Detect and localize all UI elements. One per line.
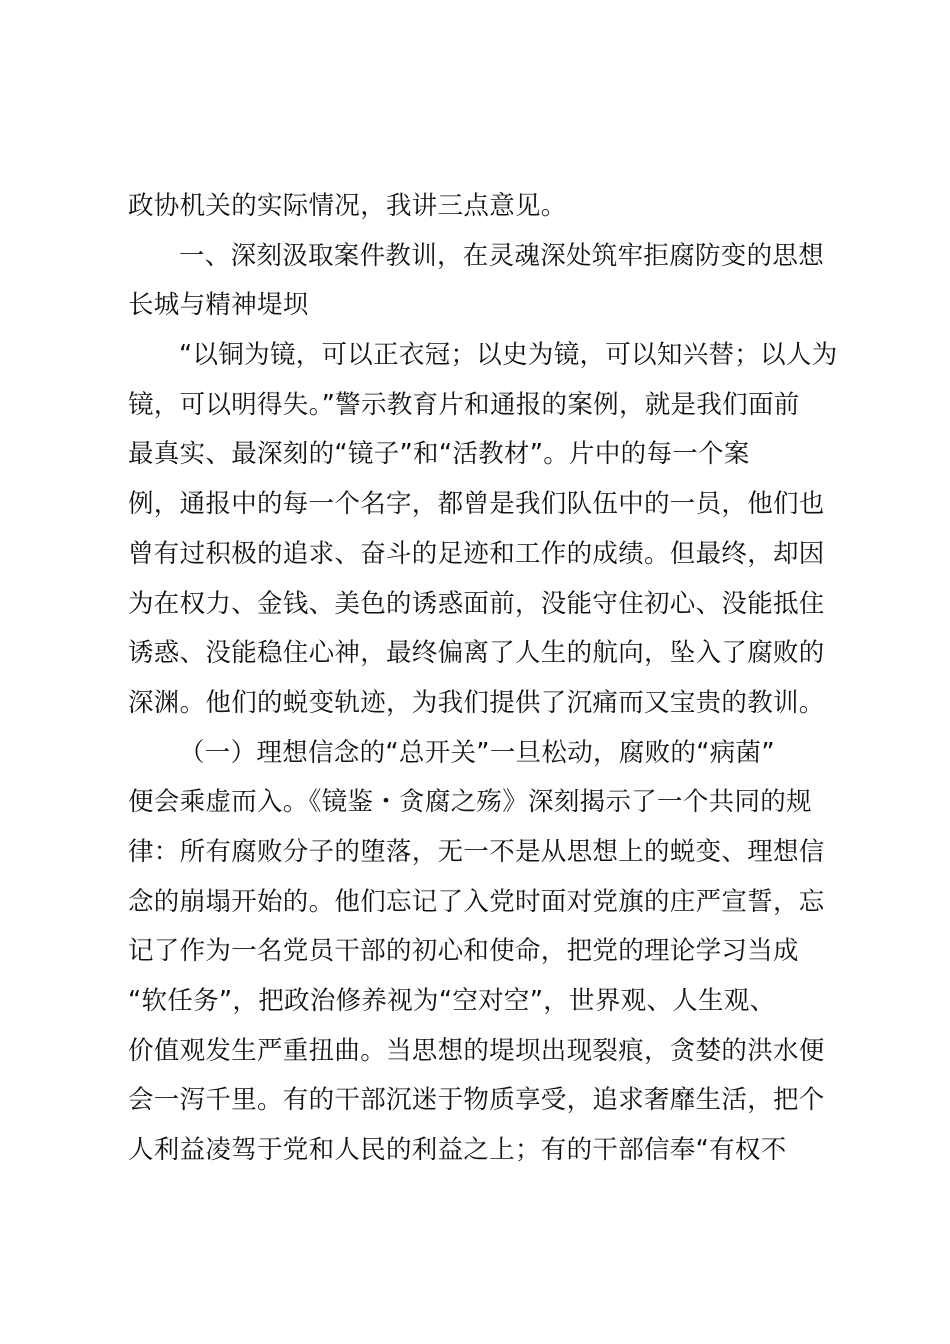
text-line: “软任务”，把政治修养视为“空对空”，世界观、人生观、 bbox=[128, 986, 776, 1016]
text-line: 深渊。他们的蜕变轨迹，为我们提供了沉痛而又宝贵的教训。 bbox=[128, 687, 825, 718]
subsection-heading-line: （一）理想信念的“总开关”一旦松动，腐败的“病菌” bbox=[179, 737, 775, 768]
text-line: 曾有过积极的追求、奋斗的足迹和工作的成绩。但最终，却因 bbox=[128, 538, 825, 569]
text-line: 念的崩塌开始的。他们忘记了入党时面对党旗的庄严宣誓，忘 bbox=[128, 886, 825, 917]
text-line: 律：所有腐败分子的堕落，无一不是从思想上的蜕变、理想信 bbox=[128, 836, 825, 867]
text-line: 镜，可以明得失。”警示教育片和通报的案例，就是我们面前 bbox=[128, 389, 800, 420]
text-line: 为在权力、金钱、美色的诱惑面前，没能守住初心、没能抵住 bbox=[128, 588, 825, 619]
text-line: 最真实、最深刻的“镜子”和“活教材”。片中的每一个案 bbox=[128, 439, 750, 470]
text-line: 记了作为一名党员干部的初心和使命，把党的理论学习当成 bbox=[128, 936, 799, 967]
body-text bbox=[128, 182, 838, 1176]
text-line: 例，通报中的每一个名字，都曾是我们队伍中的一员，他们也 bbox=[128, 489, 825, 520]
text-line: 价值观发生严重扭曲。当思想的堤坝出现裂痕，贪婪的洪水便 bbox=[128, 1035, 825, 1066]
text-line: 会一泻千里。有的干部沉迷于物质享受，追求奢靡生活，把个 bbox=[128, 1085, 825, 1116]
text-line: 便会乘虚而入。《镜鉴・贪腐之殇》深刻揭示了一个共同的规 bbox=[128, 787, 812, 818]
section-heading-line: 一、深刻汲取案件教训，在灵魂深处筑牢拒腐防变的思想 bbox=[179, 240, 825, 271]
text-line: 人利益凌驾于党和人民的利益之上；有的干部信奉“有权不 bbox=[128, 1135, 787, 1166]
text-line: “以铜为镜，可以正衣冠；以史为镜，可以知兴替；以人为 bbox=[179, 340, 838, 371]
text-line: 政协机关的实际情况，我讲三点意见。 bbox=[128, 191, 567, 221]
section-heading-line: 长城与精神堤坝 bbox=[128, 290, 309, 321]
text-line: 诱惑、没能稳住心神，最终偏离了人生的航向，坠入了腐败的 bbox=[128, 638, 825, 669]
